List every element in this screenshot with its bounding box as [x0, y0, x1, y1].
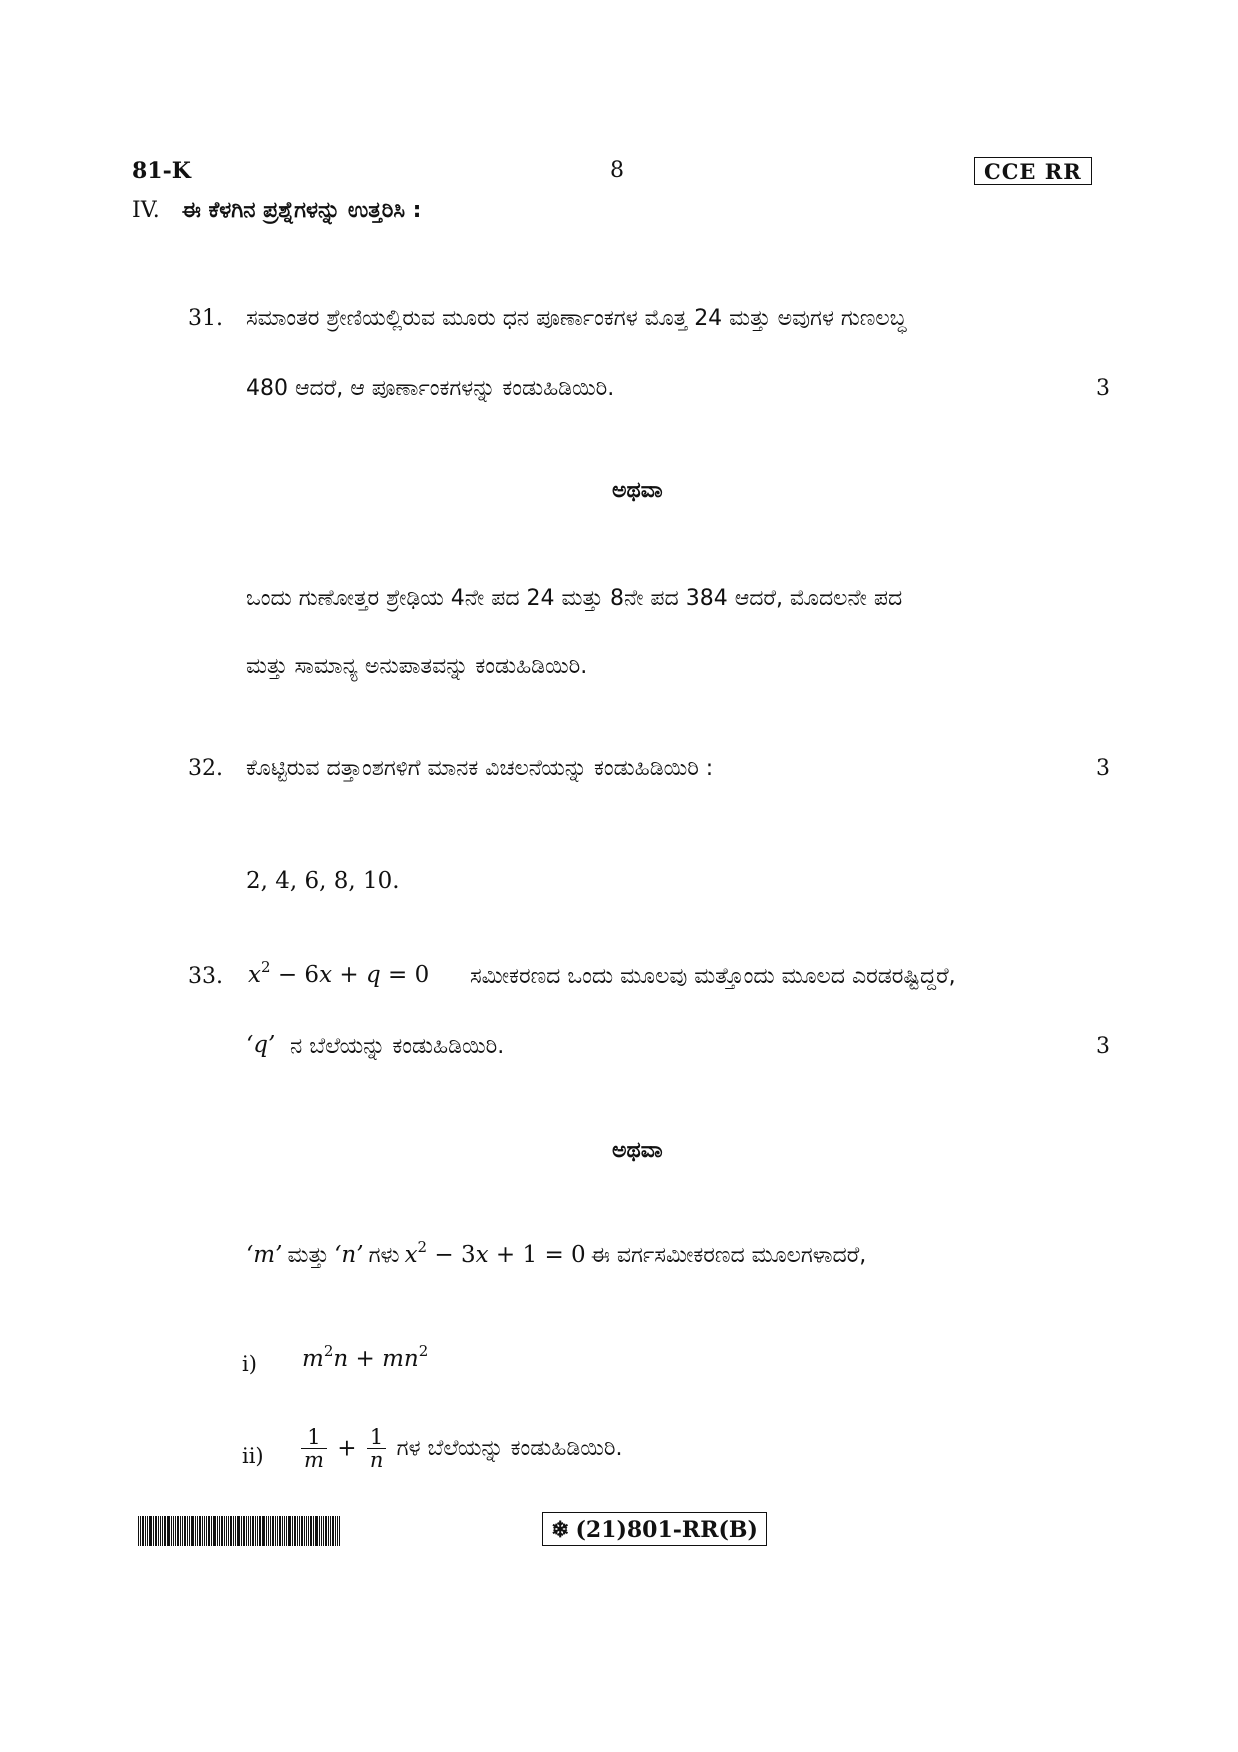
barcode-bar — [257, 1516, 258, 1546]
barcode-bar — [323, 1516, 324, 1546]
q33-or-label: ಅಥವಾ — [612, 1138, 663, 1163]
q33-alt-n: ‘n’ — [334, 1242, 364, 1268]
barcode-bar — [199, 1516, 201, 1546]
barcode-bar — [184, 1516, 186, 1546]
barcode-bar — [195, 1516, 196, 1546]
section-roman: IV. — [132, 198, 160, 223]
barcode-bar — [226, 1516, 227, 1546]
q33-alt-tail: ಈ ವರ್ಗಸಮೀಕರಣದ ಮೂಲಗಳಾದರೆ, — [590, 1243, 867, 1268]
q31-line2: 480 ಆದರೆ, ಆ ಪೂರ್ಣಾಂಕಗಳನ್ನು ಕಂಡುಹಿಡಿಯಿರಿ. — [246, 376, 615, 401]
q31-marks: 3 — [1096, 376, 1110, 401]
barcode-bar — [155, 1516, 157, 1546]
barcode-bar — [233, 1516, 234, 1546]
barcode-bar — [282, 1516, 283, 1546]
barcode-bar — [297, 1516, 298, 1546]
paper-code: 81-K — [132, 158, 191, 184]
barcode-bar — [321, 1516, 322, 1546]
barcode-bar — [288, 1516, 291, 1546]
q31-or-label: ಅಥವಾ — [612, 478, 663, 503]
barcode-bar — [228, 1516, 229, 1546]
q33-alt-and: ಮತ್ತು — [287, 1243, 329, 1268]
barcode-bar — [213, 1516, 216, 1546]
barcode-bar — [252, 1516, 254, 1546]
barcode-bar — [177, 1516, 179, 1546]
q33-marks: 3 — [1096, 1034, 1110, 1059]
barcode-bar — [138, 1516, 139, 1546]
barcode-bar — [158, 1516, 159, 1546]
barcode-bar — [308, 1516, 309, 1546]
barcode-bar — [250, 1516, 251, 1546]
barcode-bar — [301, 1516, 303, 1546]
q33-part-ii-expr — [298, 1426, 622, 1471]
q33-alt-line — [246, 1238, 867, 1268]
barcode-bar — [325, 1516, 327, 1546]
q33-eq-sup: 2 — [260, 958, 271, 976]
barcode-bar — [140, 1516, 141, 1546]
q33-alt-eq-x: x — [404, 1242, 418, 1268]
q33-alt-eq-sup: 2 — [417, 1238, 428, 1256]
barcode-bar — [160, 1516, 161, 1546]
barcode-bar — [262, 1516, 265, 1546]
q33-eq-plus: + — [332, 962, 366, 988]
q33-part-i-sup2: 2 — [418, 1342, 429, 1360]
barcode-bar — [243, 1516, 245, 1546]
barcode-bar — [197, 1516, 198, 1546]
barcode-bar — [294, 1516, 296, 1546]
barcode-bar — [304, 1516, 305, 1546]
barcode-bar — [330, 1516, 331, 1546]
q33-eq-x: x — [248, 962, 261, 988]
q33-alt-eq-x2: x — [475, 1242, 489, 1268]
barcode-bar — [286, 1516, 287, 1546]
barcode-bar — [310, 1516, 312, 1546]
barcode-bar — [189, 1516, 190, 1546]
q33-part-ii-tail: ಗಳ ಬೆಲೆಯನ್ನು ಕಂಡುಹಿಡಿಯಿರಿ. — [396, 1436, 623, 1461]
q33-alt-m: ‘m’ — [246, 1242, 283, 1268]
q33-eq-x2: x — [319, 962, 333, 988]
q33-part-i-m: m — [302, 1346, 324, 1372]
barcode-bar — [259, 1516, 261, 1546]
q33-alt-galu: ಗಳು — [368, 1243, 400, 1268]
q33-part-i-label: i) — [242, 1352, 257, 1376]
q33-part-i-sup1: 2 — [323, 1342, 334, 1360]
barcode-bar — [306, 1516, 307, 1546]
q31-number: 31. — [188, 306, 223, 331]
snowflake-icon: ❄ — [551, 1517, 570, 1543]
barcode-bar — [211, 1516, 212, 1546]
q33-part-i-mn: mn — [382, 1346, 419, 1372]
section-title — [132, 198, 421, 223]
barcode-bar — [270, 1516, 271, 1546]
barcode-bar — [230, 1516, 232, 1546]
barcode-bar — [335, 1516, 336, 1546]
barcode-bar — [162, 1516, 163, 1546]
barcode-bar — [279, 1516, 281, 1546]
barcode-bar — [147, 1516, 148, 1546]
q33-alt-equation — [404, 1238, 586, 1268]
barcode-bar — [235, 1516, 236, 1546]
barcode-bar — [266, 1516, 267, 1546]
q33-part-ii-frac2 — [367, 1426, 387, 1471]
footer-code-box — [542, 1512, 767, 1546]
q32-marks: 3 — [1096, 756, 1110, 781]
q33-part-ii-label: ii) — [242, 1444, 264, 1468]
barcode-bar — [175, 1516, 176, 1546]
q33-line2-text: ನ ಬೆಲೆಯನ್ನು ಕಂಡುಹಿಡಿಯಿರಿ. — [290, 1034, 505, 1059]
barcode-bar — [224, 1516, 225, 1546]
barcode-bar — [319, 1516, 320, 1546]
barcode-bar — [219, 1516, 220, 1546]
barcode-bar — [255, 1516, 256, 1546]
barcode-bar — [332, 1516, 334, 1546]
q31-alt-line1: ಒಂದು ಗುಣೋತ್ತರ ಶ್ರೇಢಿಯ 4ನೇ ಪದ 24 ಮತ್ತು 8ನೇ ಪದ 384 ಆದರೆ, ಮೊದಲನೇ ಪದ — [246, 586, 903, 611]
barcode-bar — [337, 1516, 338, 1546]
barcode-bar — [339, 1516, 340, 1546]
barcode-bar — [246, 1516, 247, 1546]
barcode-bar — [191, 1516, 194, 1546]
barcode-bar — [248, 1516, 249, 1546]
barcode-bar — [272, 1516, 274, 1546]
barcode-bar — [164, 1516, 166, 1546]
q33-eq-end: = 0 — [380, 962, 430, 988]
barcode-bar — [145, 1516, 146, 1546]
barcode-bar — [277, 1516, 278, 1546]
q32-number: 32. — [188, 756, 223, 781]
barcode-bar — [284, 1516, 285, 1546]
q33-part-i-plus: + — [348, 1346, 383, 1372]
page-number: 8 — [610, 158, 624, 183]
q33-alt-eq-mid: − 3 — [427, 1242, 476, 1268]
q33-part-ii-num1: 1 — [301, 1426, 327, 1449]
q33-line1-text: ಸಮೀಕರಣದ ಒಂದು ಮೂಲವು ಮತ್ತೊಂದು ಮೂಲದ ಎರಡರಷ್ಟಿದ್ದರೆ, — [470, 964, 956, 989]
q32-text: ಕೊಟ್ಟಿರುವ ದತ್ತಾಂಶಗಳಿಗೆ ಮಾನಕ ವಿಚಲನೆಯನ್ನು ಕಂಡುಹಿಡಿಯಿರಿ : — [246, 756, 714, 781]
q33-part-ii-den1: m — [304, 1448, 324, 1472]
q33-eq-rest-a: − 6 — [270, 962, 320, 988]
barcode-bar — [142, 1516, 144, 1546]
barcode-bar — [315, 1516, 318, 1546]
q33-part-ii-plus: + — [337, 1435, 357, 1462]
barcode-bar — [217, 1516, 218, 1546]
barcode-bar — [167, 1516, 170, 1546]
barcode-bar — [268, 1516, 269, 1546]
q33-part-i-n: n — [333, 1346, 349, 1372]
barcode-bar — [149, 1516, 152, 1546]
series-box: CCE RR — [974, 157, 1092, 185]
q33-equation — [248, 958, 430, 988]
footer-code: (21)801-RR(B) — [575, 1517, 758, 1543]
barcode — [138, 1516, 382, 1546]
q31-alt-line2: ಮತ್ತು ಸಾಮಾನ್ಯ ಅನುಪಾತವನ್ನು ಕಂಡುಹಿಡಿಯಿರಿ. — [246, 654, 588, 679]
barcode-bar — [292, 1516, 293, 1546]
section-instruction: ಈ ಕೆಳಗಿನ ಪ್ರಶ್ನೆಗಳನ್ನು ಉತ್ತರಿಸಿ : — [181, 198, 422, 223]
barcode-bar — [204, 1516, 205, 1546]
barcode-bar — [173, 1516, 174, 1546]
barcode-bar — [299, 1516, 300, 1546]
barcode-bar — [313, 1516, 314, 1546]
q33-alt-eq-end: + 1 = 0 — [488, 1242, 586, 1268]
barcode-bar — [237, 1516, 240, 1546]
barcode-bar — [182, 1516, 183, 1546]
q32-data: 2, 4, 6, 8, 10. — [246, 868, 400, 894]
barcode-bar — [206, 1516, 207, 1546]
q33-q-quote: ‘q’ — [246, 1032, 276, 1058]
q33-part-i-expr — [302, 1342, 429, 1372]
q33-number: 33. — [188, 964, 223, 989]
barcode-bar — [171, 1516, 172, 1546]
q33-part-ii-den2: n — [369, 1448, 384, 1472]
barcode-bar — [208, 1516, 210, 1546]
q33-part-ii-frac1 — [301, 1426, 327, 1471]
barcode-bar — [275, 1516, 276, 1546]
barcode-bar — [153, 1516, 154, 1546]
barcode-bar — [328, 1516, 329, 1546]
barcode-bar — [187, 1516, 188, 1546]
barcode-bar — [202, 1516, 203, 1546]
barcode-bar — [180, 1516, 181, 1546]
q33-eq-q: q — [365, 962, 381, 988]
q33-part-ii-num2: 1 — [367, 1426, 387, 1449]
q31-line1: ಸಮಾಂತರ ಶ್ರೇಣಿಯಲ್ಲಿರುವ ಮೂರು ಧನ ಪೂರ್ಣಾಂಕಗಳ ಮೊತ್ತ 24 ಮತ್ತು ಅವುಗಳ ಗುಣಲಬ್ಧ — [246, 306, 907, 331]
barcode-bar — [241, 1516, 242, 1546]
barcode-bar — [221, 1516, 223, 1546]
